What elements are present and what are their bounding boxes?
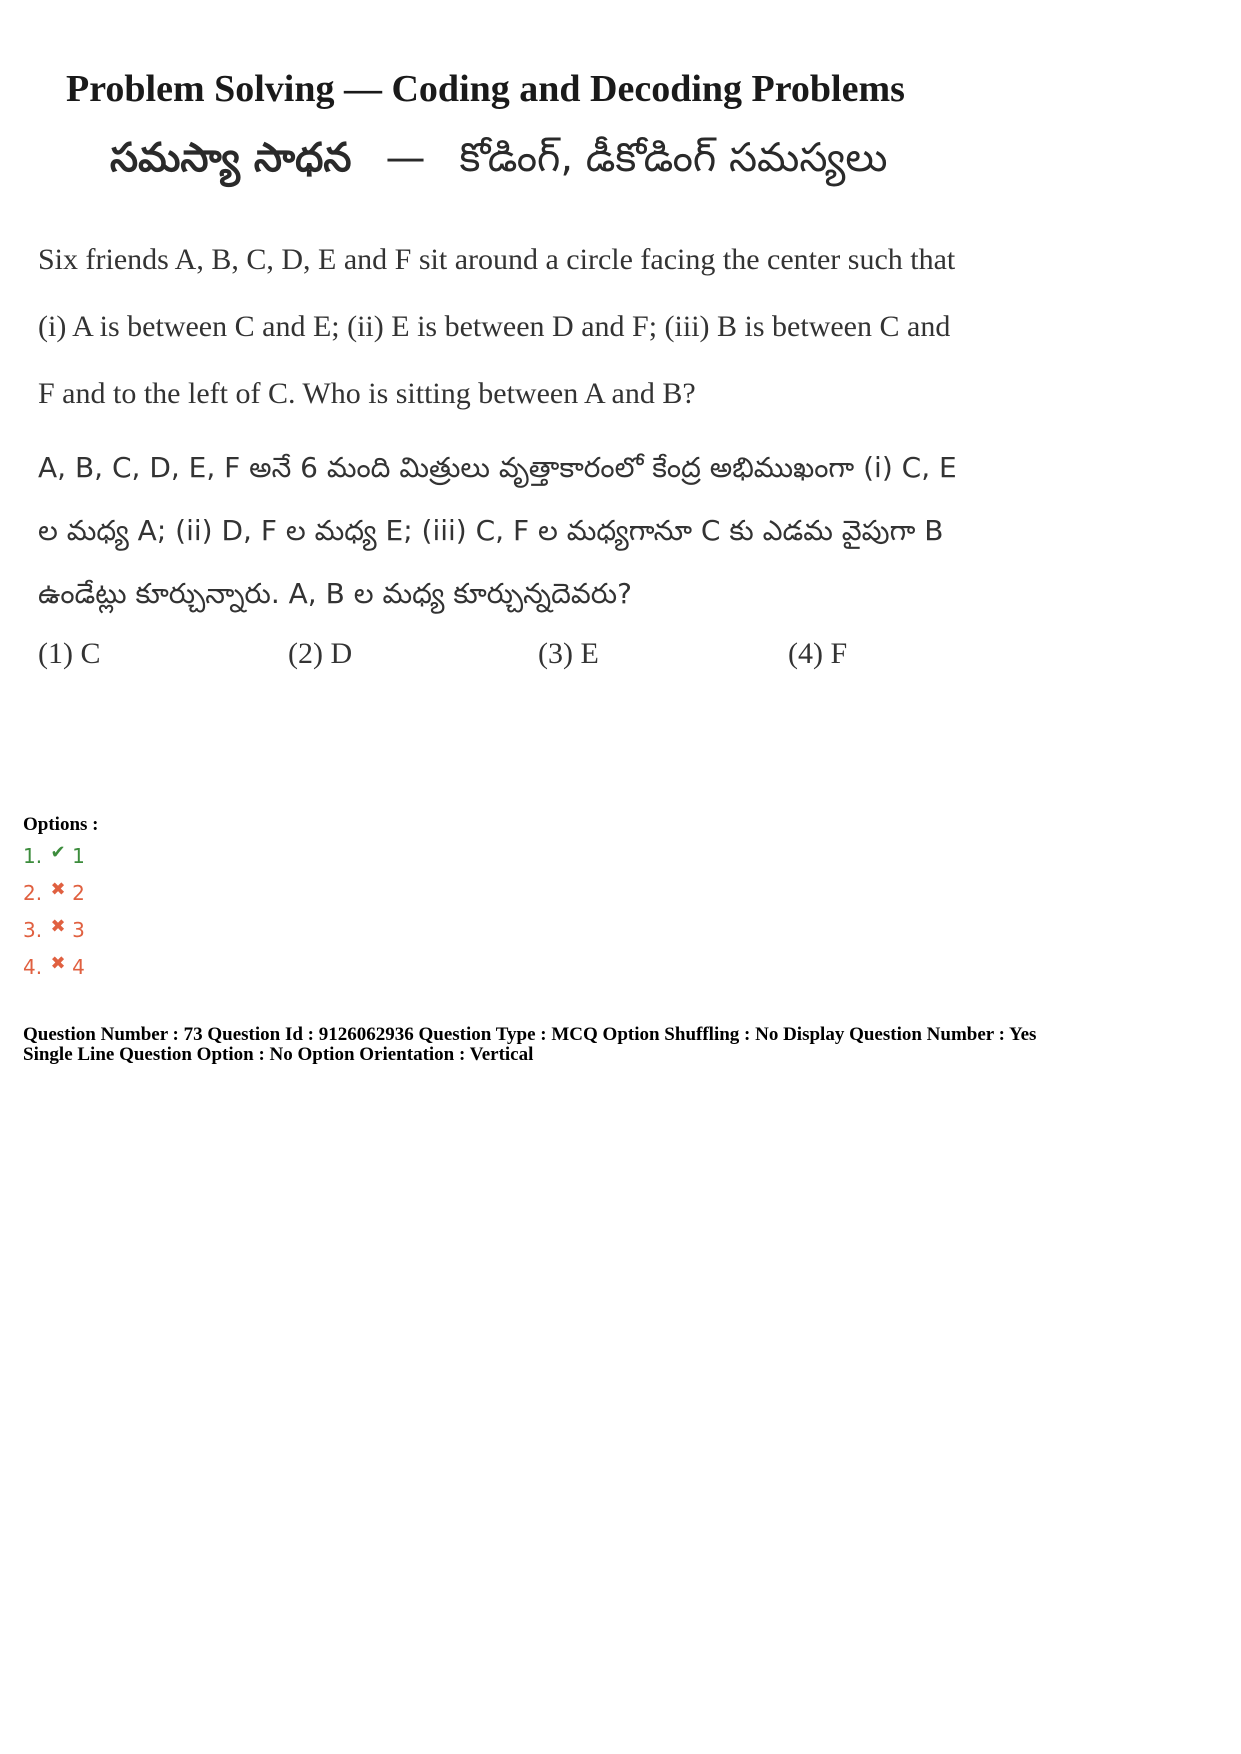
choice-1: (1) C xyxy=(38,637,101,670)
title-english: Problem Solving — Coding and Decoding Problems xyxy=(66,68,905,110)
option-value: 2 xyxy=(72,881,85,905)
option-number: 2. xyxy=(23,881,43,905)
question-metadata-line-1: Question Number : 73 Question Id : 9126062936 Question Type : MCQ Option Shuffling : No Display Question Number : Yes xyxy=(23,1024,1037,1045)
title-telugu-part2: కోడింగ్, డీకోడింగ్ సమస్యలు xyxy=(459,135,888,181)
question-te-line-1: A, B, C, D, E, F అనే 6 మంది మిత్రులు వృత్తాకారంలో కేంద్ర అభిముఖంగా (i) C, E xyxy=(38,451,957,484)
option-value: 3 xyxy=(72,918,85,942)
option-number: 4. xyxy=(23,955,43,979)
options-label: Options : xyxy=(23,814,99,835)
question-en-line-3: F and to the left of C. Who is sitting between A and B? xyxy=(38,377,696,410)
question-en-line-2: (i) A is between C and E; (ii) E is between D and F; (iii) B is between C and xyxy=(38,310,951,343)
cross-icon: ✖ xyxy=(50,953,66,974)
cross-icon: ✖ xyxy=(50,916,66,937)
option-3 xyxy=(23,918,85,942)
question-te-line-2: ల మధ్య A; (ii) D, F ల మధ్య E; (iii) C, F ల మధ్యగానూ C కు ఎడమ వైపుగా B xyxy=(38,514,944,547)
question-metadata-line-2: Single Line Question Option : No Option Orientation : Vertical xyxy=(23,1044,534,1065)
choice-3: (3) E xyxy=(538,637,599,670)
title-telugu-dash: — xyxy=(385,135,426,181)
option-2 xyxy=(23,881,85,905)
title-telugu-part1: సమస్యా సాధన xyxy=(110,135,352,181)
option-1 xyxy=(23,844,85,868)
option-value: 1 xyxy=(72,844,85,868)
option-number: 1. xyxy=(23,844,43,868)
choice-4: (4) F xyxy=(788,637,848,670)
cross-icon: ✖ xyxy=(50,879,66,900)
option-number: 3. xyxy=(23,918,43,942)
check-icon: ✔ xyxy=(50,842,66,863)
question-en-line-1: Six friends A, B, C, D, E and F sit around a circle facing the center such that xyxy=(38,243,956,276)
question-image xyxy=(30,55,1070,755)
option-4 xyxy=(23,955,85,979)
option-value: 4 xyxy=(72,955,85,979)
title-telugu xyxy=(110,135,888,191)
choice-2: (2) D xyxy=(288,637,353,670)
question-te-line-3: ఉండేట్లు కూర్చున్నారు. A, B ల మధ్య కూర్చున్నదెవరు? xyxy=(38,577,632,610)
